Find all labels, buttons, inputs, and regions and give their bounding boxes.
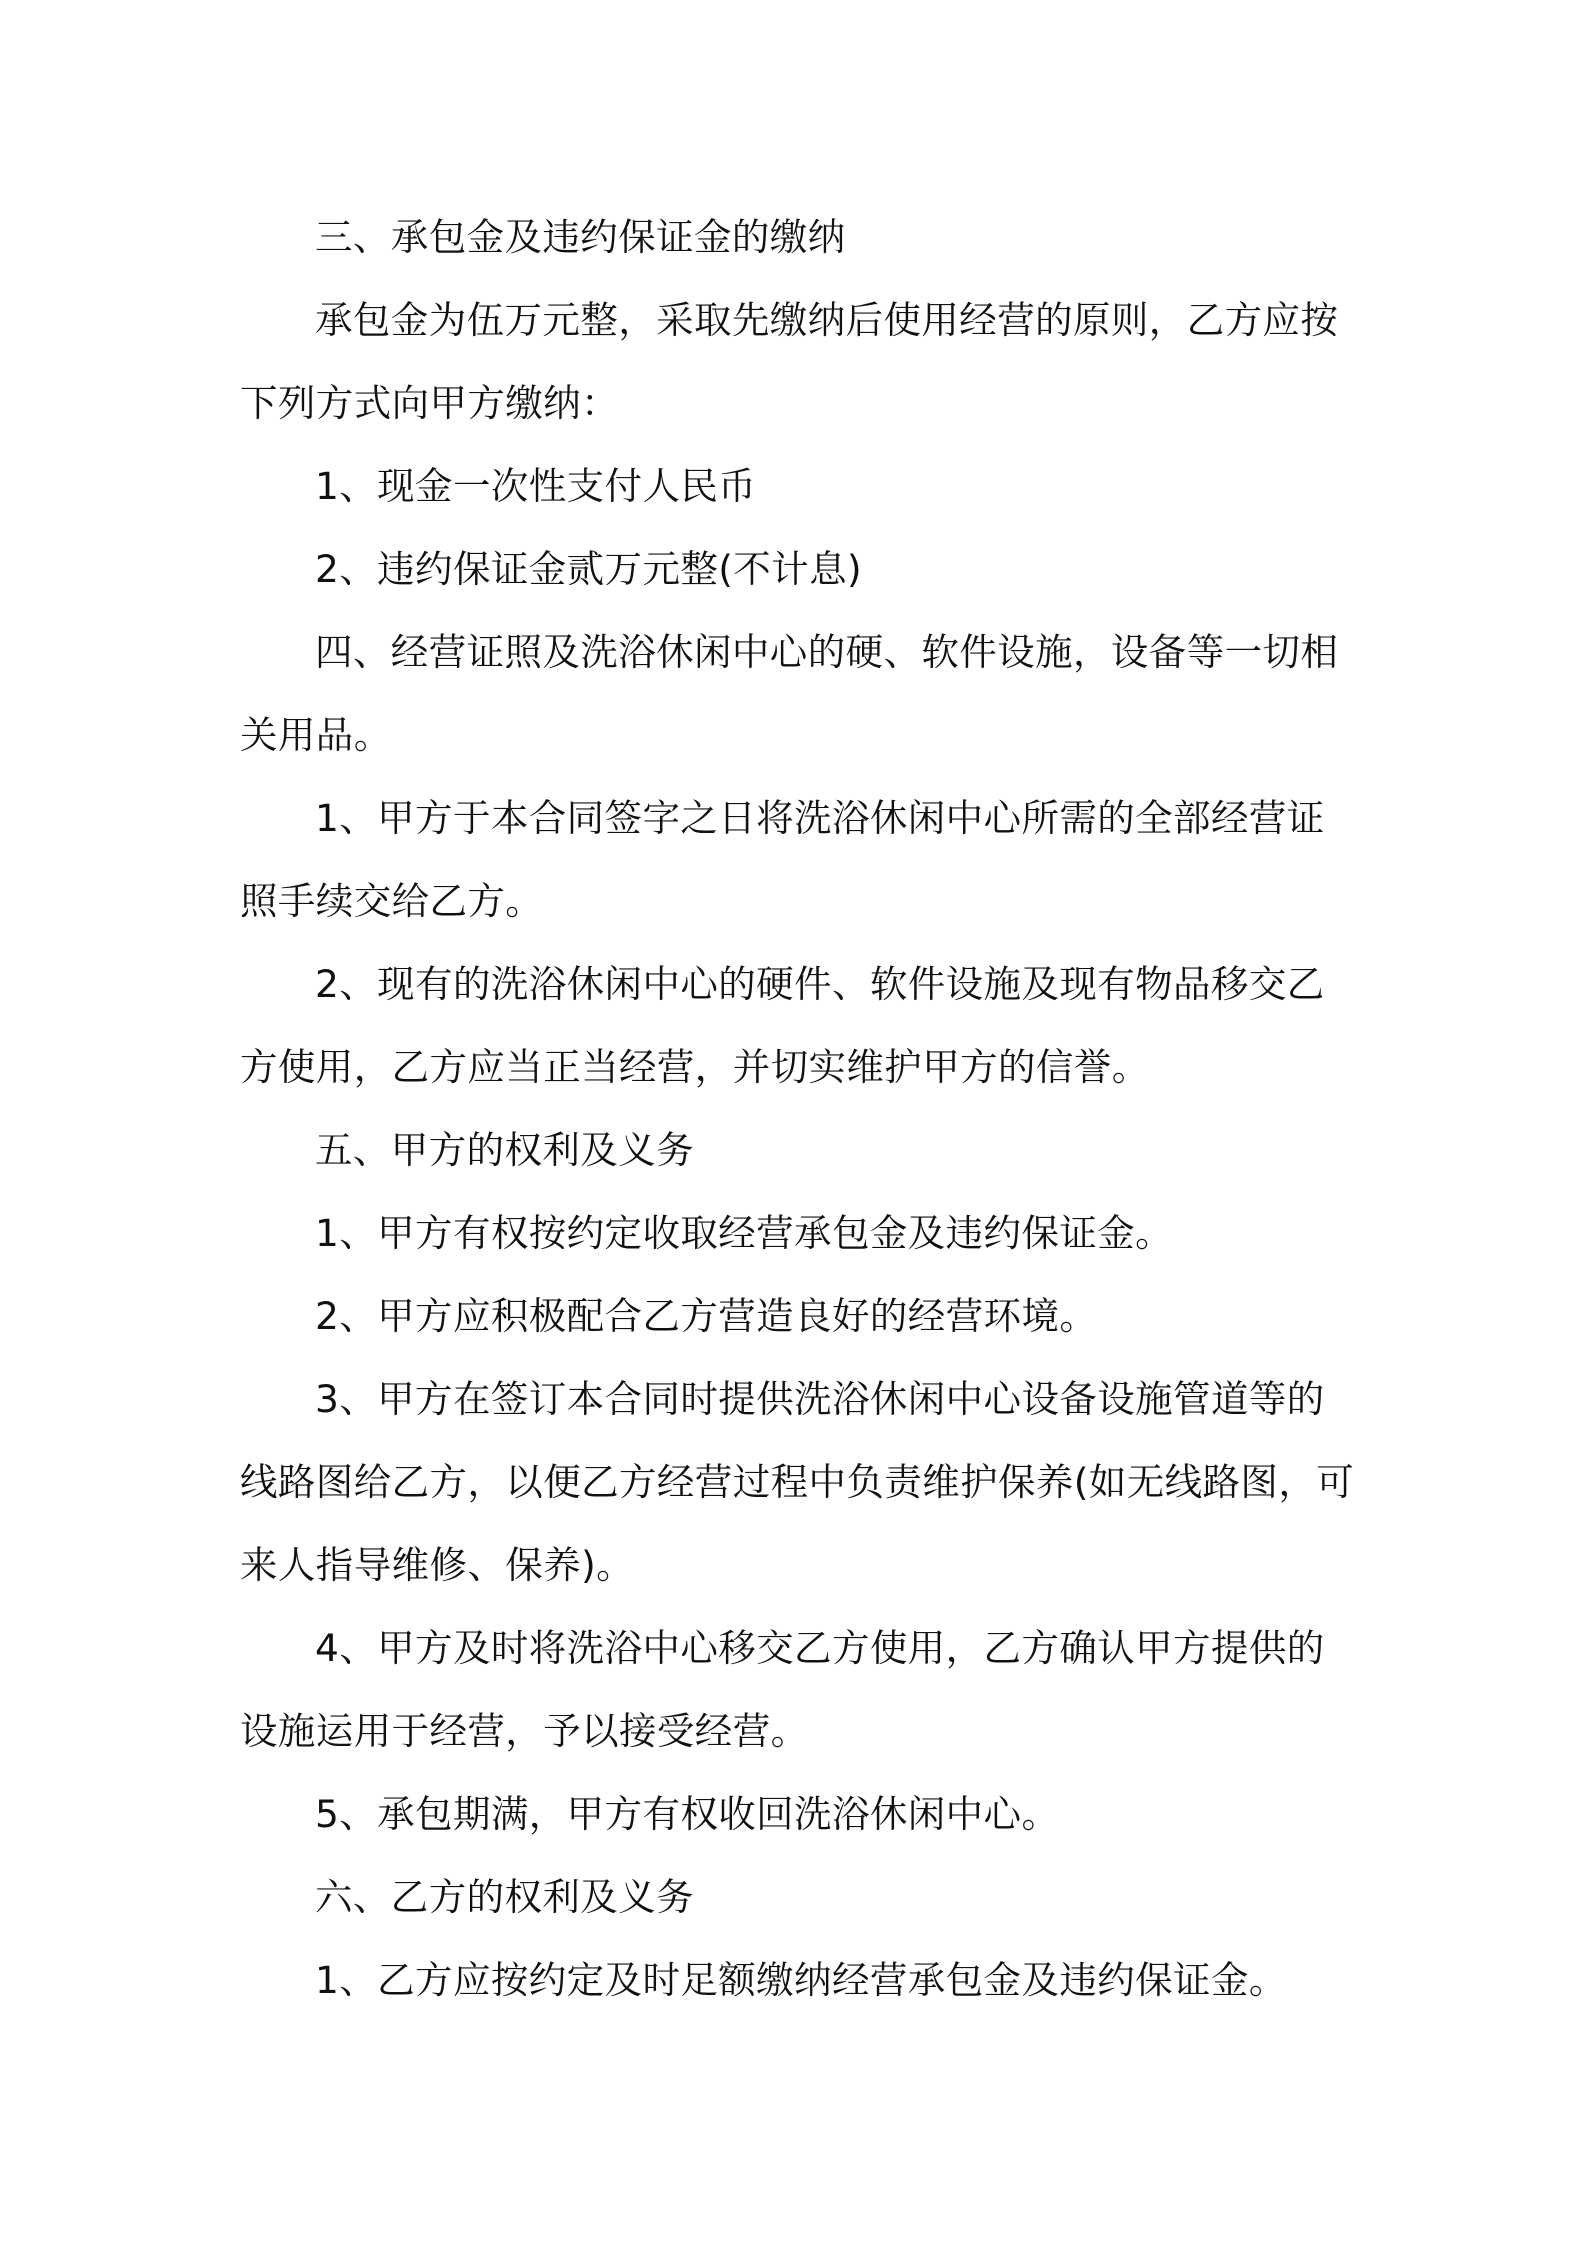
paragraph: 承包金为伍万元整，采取先缴纳后使用经营的原则，乙方应按下列方式向甲方缴纳：: [240, 298, 1339, 425]
document-body: [240, 196, 1360, 2022]
section-heading-5: 五、甲方的权利及义务: [315, 1128, 694, 1172]
list-item: 1、现金一次性支付人民币: [315, 464, 757, 508]
list-item: 3、甲方在签订本合同时提供洗浴休闲中心设备设施管道等的线路图给乙方，以便乙方经营过程中负责维护保养(如无线路图，可来人指导维修、保养)。: [240, 1377, 1355, 1587]
list-item: 5、承包期满，甲方有权收回洗浴休闲中心。: [315, 1792, 1060, 1836]
list-item: 2、违约保证金贰万元整(不计息): [315, 547, 863, 591]
section-heading-4: 四、经营证照及洗浴休闲中心的硬、软件设施，设备等一切相关用品。: [240, 630, 1339, 757]
list-item: 1、甲方于本合同签字之日将洗浴休闲中心所需的全部经营证照手续交给乙方。: [240, 796, 1325, 923]
list-item: 1、甲方有权按约定收取经营承包金及违约保证金。: [315, 1211, 1174, 1255]
list-item: 4、甲方及时将洗浴中心移交乙方使用，乙方确认甲方提供的设施运用于经营，予以接受经营。: [240, 1626, 1325, 1753]
list-item: 2、甲方应积极配合乙方营造良好的经营环境。: [315, 1294, 1098, 1338]
section-heading-3: 三、承包金及违约保证金的缴纳: [315, 215, 846, 259]
section-heading-6: 六、乙方的权利及义务: [315, 1875, 694, 1919]
list-item: 1、乙方应按约定及时足额缴纳经营承包金及违约保证金。: [315, 1958, 1287, 2002]
list-item: 2、现有的洗浴休闲中心的硬件、软件设施及现有物品移交乙方使用，乙方应当正当经营，并切实维护甲方的信誉。: [240, 962, 1325, 1089]
